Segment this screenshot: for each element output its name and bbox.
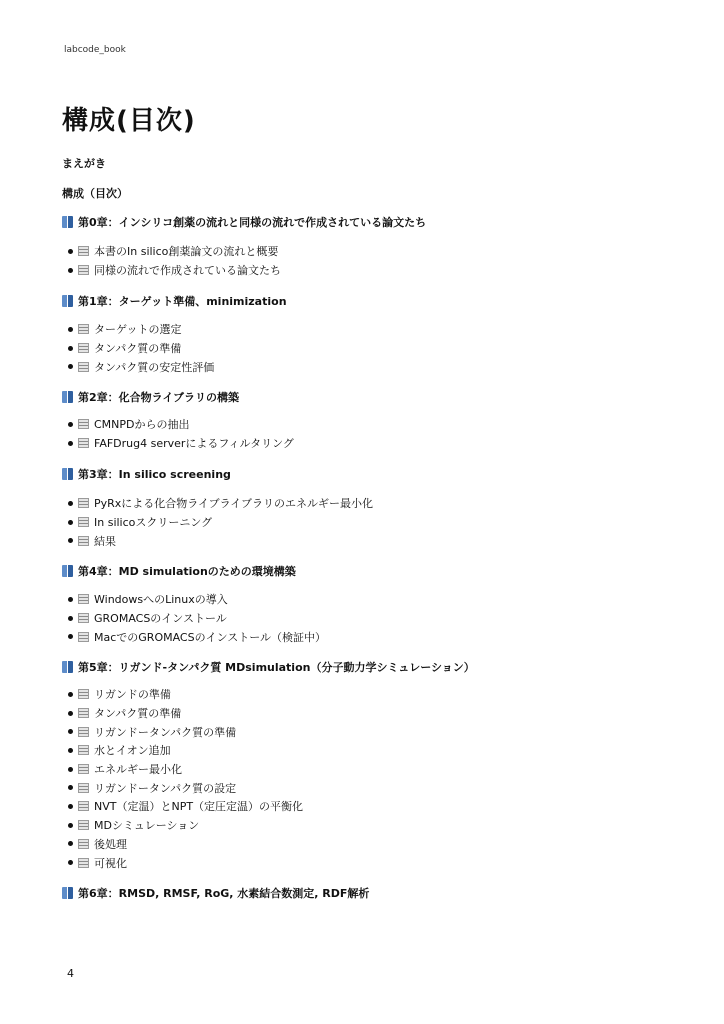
toc-item[interactable] (68, 609, 326, 628)
running-header: labcode_book (64, 45, 126, 55)
toc-item-label: タンパク質の安定性評価 (94, 360, 215, 374)
toc-item-label: In silicoスクリーニング (94, 516, 213, 530)
bullet-icon (68, 501, 73, 506)
page-icon (78, 783, 89, 793)
toc-item-label: エネルギー最小化 (94, 763, 182, 777)
chapter-title: 第2章：化合物ライブラリの構築 (78, 391, 239, 404)
chapter-4-heading[interactable] (62, 563, 296, 579)
toc-item[interactable] (68, 722, 303, 741)
toc-item-label: WindowsへのLinuxの導入 (94, 593, 228, 607)
bullet-icon (68, 804, 73, 809)
book-icon (62, 661, 74, 673)
toc-item[interactable] (68, 513, 373, 532)
toc-preface-link[interactable]: まえがき (62, 157, 106, 170)
page-icon (78, 324, 89, 334)
chapter-title: 第3章：In silico screening (78, 468, 231, 481)
bullet-icon (68, 364, 73, 369)
toc-item[interactable] (68, 357, 214, 376)
chapter-4-items (68, 590, 326, 646)
toc-item[interactable] (68, 797, 303, 816)
page-number: 4 (67, 967, 74, 980)
bullet-icon (68, 538, 73, 543)
toc-item-label: 結果 (94, 534, 116, 548)
bullet-icon (68, 823, 73, 828)
chapter-title: 第5章：リガンド-タンパク質 MDsimulation（分子動力学シミュレーション） (78, 661, 475, 674)
toc-item[interactable] (68, 320, 214, 339)
toc-item-label: FAFDrug4 serverによるフィルタリング (94, 437, 294, 451)
book-icon (62, 565, 74, 577)
chapter-1-items (68, 320, 214, 376)
page-icon (78, 536, 89, 546)
toc-item-label: リガンドの準備 (94, 688, 171, 702)
bullet-icon (68, 616, 73, 621)
bullet-icon (68, 729, 73, 734)
chapter-6-heading[interactable] (62, 885, 369, 901)
toc-item[interactable] (68, 531, 373, 550)
toc-item-label: 水とイオン追加 (94, 744, 171, 758)
toc-item-label: GROMACSのインストール (94, 612, 227, 626)
page-icon (78, 246, 89, 256)
toc-item[interactable] (68, 494, 373, 513)
page-icon (78, 801, 89, 811)
page-title: 構成(目次) (62, 106, 196, 136)
toc-item-label: リガンドータンパク質の設定 (94, 781, 237, 795)
page-icon (78, 498, 89, 508)
chapter-title: 第1章：ターゲット準備、minimization (78, 295, 287, 308)
toc-item-label: 可視化 (94, 856, 127, 870)
page-icon (78, 839, 89, 849)
chapter-5-heading[interactable] (62, 659, 475, 675)
toc-item-label: MacでのGROMACSのインストール（検証中） (94, 630, 327, 644)
page-icon (78, 708, 89, 718)
toc-item-label: タンパク質の準備 (94, 707, 182, 721)
chapter-0-heading[interactable] (62, 214, 426, 230)
bullet-icon (68, 597, 73, 602)
toc-item[interactable] (68, 741, 303, 760)
chapter-title: 第6章：RMSD, RMSF, RoG, 水素結合数測定, RDF解析 (78, 887, 370, 900)
toc-item[interactable] (68, 853, 303, 872)
page-icon (78, 594, 89, 604)
chapter-3-items (68, 494, 373, 550)
chapter-5-items (68, 685, 303, 872)
toc-item[interactable] (68, 261, 281, 280)
chapter-0-items (68, 242, 281, 279)
bullet-icon (68, 748, 73, 753)
toc-item[interactable] (68, 704, 303, 723)
bullet-icon (68, 692, 73, 697)
chapter-3-heading[interactable] (62, 466, 231, 482)
toc-item[interactable] (68, 627, 326, 646)
bullet-icon (68, 767, 73, 772)
page-icon (78, 689, 89, 699)
book-icon (62, 295, 74, 307)
toc-contents-link[interactable]: 構成（目次） (62, 187, 128, 200)
chapter-title: 第0章：インシリコ創薬の流れと同様の流れで作成されている論文たち (78, 216, 427, 229)
page-icon (78, 745, 89, 755)
toc-item-label: PyRxによる化合物ライブライブラリのエネルギー最小化 (94, 497, 373, 511)
toc-item[interactable] (68, 434, 294, 453)
page-icon (78, 613, 89, 623)
toc-item[interactable] (68, 590, 326, 609)
page-icon (78, 362, 89, 372)
page-icon (78, 632, 89, 642)
chapter-1-heading[interactable] (62, 293, 287, 309)
page-icon (78, 820, 89, 830)
bullet-icon (68, 327, 73, 332)
book-icon (62, 887, 74, 899)
book-icon (62, 216, 74, 228)
toc-item-label: ターゲットの選定 (94, 323, 182, 337)
bullet-icon (68, 422, 73, 427)
toc-item-label: タンパク質の準備 (94, 342, 182, 356)
bullet-icon (68, 711, 73, 716)
bullet-icon (68, 785, 73, 790)
chapter-2-items (68, 415, 294, 452)
book-icon (62, 391, 74, 403)
chapter-title: 第4章：MD simulationのための環境構築 (78, 565, 296, 578)
toc-item[interactable] (68, 778, 303, 797)
toc-item-label: 同様の流れで作成されている論文たち (94, 264, 281, 278)
chapter-2-heading[interactable] (62, 389, 239, 405)
toc-item-label: MDシミュレーション (94, 819, 200, 833)
bullet-icon (68, 268, 73, 273)
toc-item-label: 後処理 (94, 837, 127, 851)
page-icon (78, 858, 89, 868)
toc-item-label: 本書のIn silico創薬論文の流れと概要 (94, 245, 279, 259)
page-icon (78, 764, 89, 774)
bullet-icon (68, 346, 73, 351)
page-icon (78, 517, 89, 527)
bullet-icon (68, 860, 73, 865)
bullet-icon (68, 841, 73, 846)
page-icon (78, 727, 89, 737)
page-icon (78, 265, 89, 275)
bullet-icon (68, 520, 73, 525)
bullet-icon (68, 634, 73, 639)
bullet-icon (68, 249, 73, 254)
toc-item-label: CMNPDからの抽出 (94, 418, 190, 432)
page-icon (78, 438, 89, 448)
toc-item[interactable] (68, 685, 303, 704)
toc-item[interactable] (68, 835, 303, 854)
toc-item[interactable] (68, 415, 294, 434)
toc-item[interactable] (68, 339, 214, 358)
toc-item-label: NVT（定温）とNPT（定圧定温）の平衡化 (94, 800, 304, 814)
page-icon (78, 419, 89, 429)
book-icon (62, 468, 74, 480)
toc-item[interactable] (68, 242, 281, 261)
toc-item-label: リガンドータンパク質の準備 (94, 725, 237, 739)
bullet-icon (68, 441, 73, 446)
toc-item[interactable] (68, 816, 303, 835)
page-icon (78, 343, 89, 353)
toc-item[interactable] (68, 760, 303, 779)
